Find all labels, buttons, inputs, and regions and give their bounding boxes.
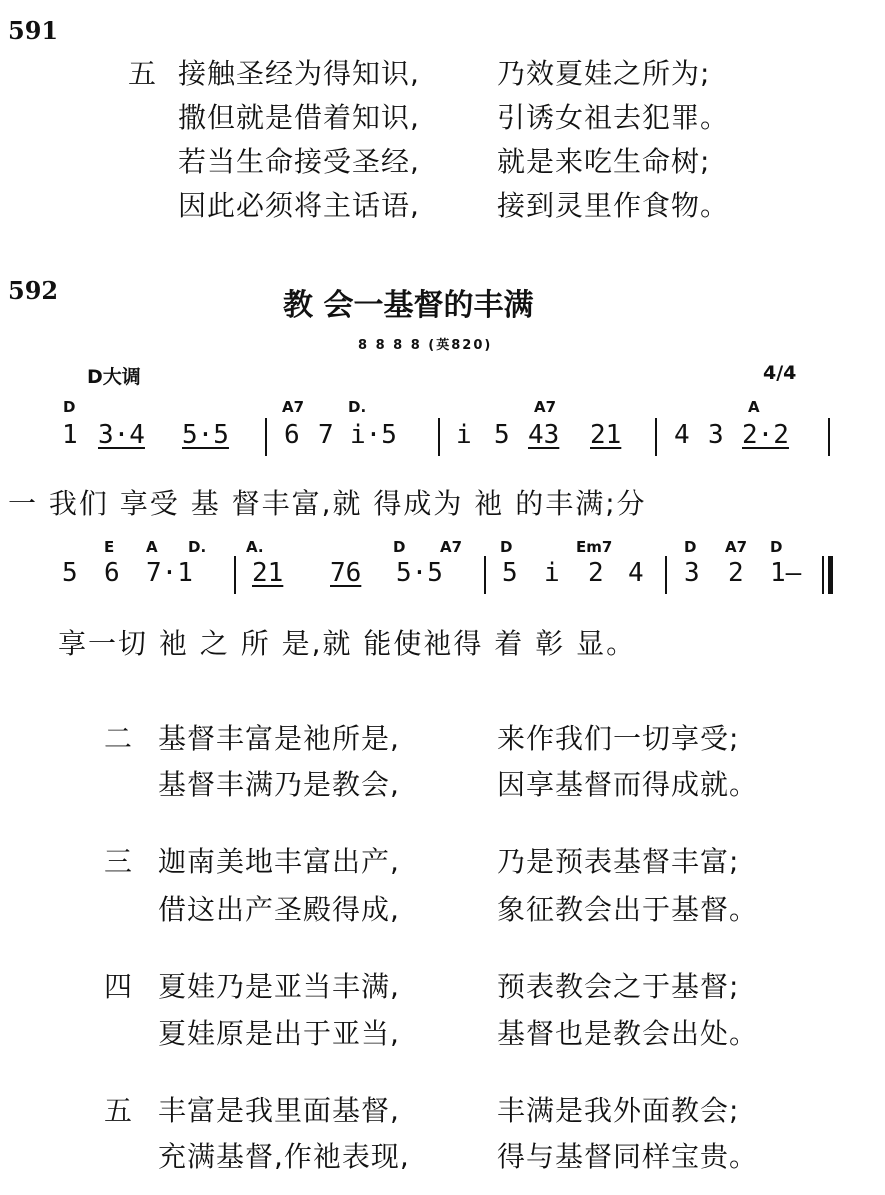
- bar-line: [828, 418, 830, 456]
- verse-line-a: 若当生命接受圣经,: [178, 145, 420, 178]
- note: 76: [330, 558, 362, 588]
- verse-line-a: 迦南美地丰富出产,: [158, 845, 400, 878]
- note: 43: [528, 420, 560, 450]
- chord-symbol: A7: [534, 398, 557, 416]
- verse-line-a: 充满基督,作祂表现,: [158, 1140, 410, 1173]
- bar-line: [665, 556, 667, 594]
- note: 21: [252, 558, 284, 588]
- note: 2: [588, 558, 604, 588]
- verse-line-b: 接到灵里作食物。: [497, 189, 730, 222]
- lyric-line: 享一切 祂 之 所 是,就 能使祂得 着 彰 显。: [58, 627, 637, 660]
- note: 2·2: [742, 420, 789, 450]
- bar-line: [484, 556, 486, 594]
- note: 7·1: [146, 558, 193, 588]
- note: 3·4: [98, 420, 145, 450]
- chord-symbol: E: [104, 538, 115, 556]
- hymn-number-592: 592: [8, 276, 59, 305]
- verse-line-a: 基督丰富是祂所是,: [158, 722, 400, 755]
- bar-line: [655, 418, 657, 456]
- stanza-number: 四: [104, 970, 134, 1003]
- final-bar-line-thick: [828, 556, 833, 594]
- stanza-number: 三: [104, 845, 134, 878]
- note: 6: [104, 558, 120, 588]
- verse-line-a: 撒但就是借着知识,: [178, 101, 420, 134]
- chord-symbol: D: [63, 398, 76, 416]
- chord-symbol: D.: [188, 538, 207, 556]
- verse-line-a: 借这出产圣殿得成,: [158, 893, 400, 926]
- note: 5: [502, 558, 518, 588]
- chord-symbol: D: [770, 538, 783, 556]
- chord-symbol: A: [748, 398, 760, 416]
- chord-symbol: A.: [246, 538, 264, 556]
- key-signature: D大调: [87, 366, 141, 388]
- note: 4: [674, 420, 690, 450]
- hymn-number-591: 591: [8, 16, 59, 45]
- verse-line-a: 接触圣经为得知识,: [178, 57, 420, 90]
- final-bar-line-thin: [822, 556, 824, 594]
- chord-symbol: A7: [725, 538, 748, 556]
- bar-line: [265, 418, 267, 456]
- chord-symbol: A7: [282, 398, 305, 416]
- note: i: [544, 558, 560, 588]
- verse-line-a: 夏娃原是出于亚当,: [158, 1017, 400, 1050]
- chord-symbol: Em7: [576, 538, 613, 556]
- chord-symbol: D: [393, 538, 406, 556]
- verse-line-a: 丰富是我里面基督,: [158, 1094, 400, 1127]
- bar-line: [234, 556, 236, 594]
- note: 5: [494, 420, 510, 450]
- chord-symbol: A7: [440, 538, 463, 556]
- bar-line: [438, 418, 440, 456]
- note: 3: [708, 420, 724, 450]
- note: 6: [284, 420, 300, 450]
- verse-line-b: 丰满是我外面教会;: [497, 1094, 740, 1127]
- hymn-title: 教 会一基督的丰满: [283, 288, 534, 323]
- stanza-number: 二: [104, 722, 134, 755]
- verse-line-b: 基督也是教会出处。: [497, 1017, 759, 1050]
- verse-line-b: 象征教会出于基督。: [497, 893, 759, 926]
- note: 5·5: [396, 558, 443, 588]
- verse-line-b: 就是来吃生命树;: [497, 145, 711, 178]
- chord-symbol: D: [684, 538, 697, 556]
- note: i: [456, 420, 472, 450]
- note: 4: [628, 558, 644, 588]
- note: 1: [62, 420, 78, 450]
- verse-line-b: 引诱女祖去犯罪。: [497, 101, 730, 134]
- note: 7: [318, 420, 334, 450]
- chord-symbol: D: [500, 538, 513, 556]
- chord-symbol: A: [146, 538, 158, 556]
- stanza-number: 五: [104, 1094, 134, 1127]
- note: 5·5: [182, 420, 229, 450]
- chord-symbol: D.: [348, 398, 367, 416]
- verse-line-a: 基督丰满乃是教会,: [158, 768, 400, 801]
- verse-line-a: 夏娃乃是亚当丰满,: [158, 970, 400, 1003]
- meter-label: 8 8 8 8 (英820): [358, 338, 493, 353]
- note: i·5: [350, 420, 397, 450]
- verse-line-b: 乃效夏娃之所为;: [497, 57, 711, 90]
- verse-line-b: 预表教会之于基督;: [497, 970, 740, 1003]
- note: 2: [728, 558, 744, 588]
- note: 1—: [770, 558, 802, 588]
- note: 3: [684, 558, 700, 588]
- verse-line-b: 得与基督同样宝贵。: [497, 1140, 759, 1173]
- note: 21: [590, 420, 622, 450]
- verse-line-b: 因享基督而得成就。: [497, 768, 759, 801]
- verse-line-a: 因此必须将主话语,: [178, 189, 420, 222]
- lyric-line: 一 我们 享受 基 督丰富,就 得成为 祂 的丰满;分: [8, 487, 647, 520]
- verse-line-b: 来作我们一切享受;: [497, 722, 740, 755]
- note: 5: [62, 558, 78, 588]
- time-signature: 4/4: [763, 362, 797, 384]
- verse-line-b: 乃是预表基督丰富;: [497, 845, 740, 878]
- stanza-number: 五: [128, 57, 158, 90]
